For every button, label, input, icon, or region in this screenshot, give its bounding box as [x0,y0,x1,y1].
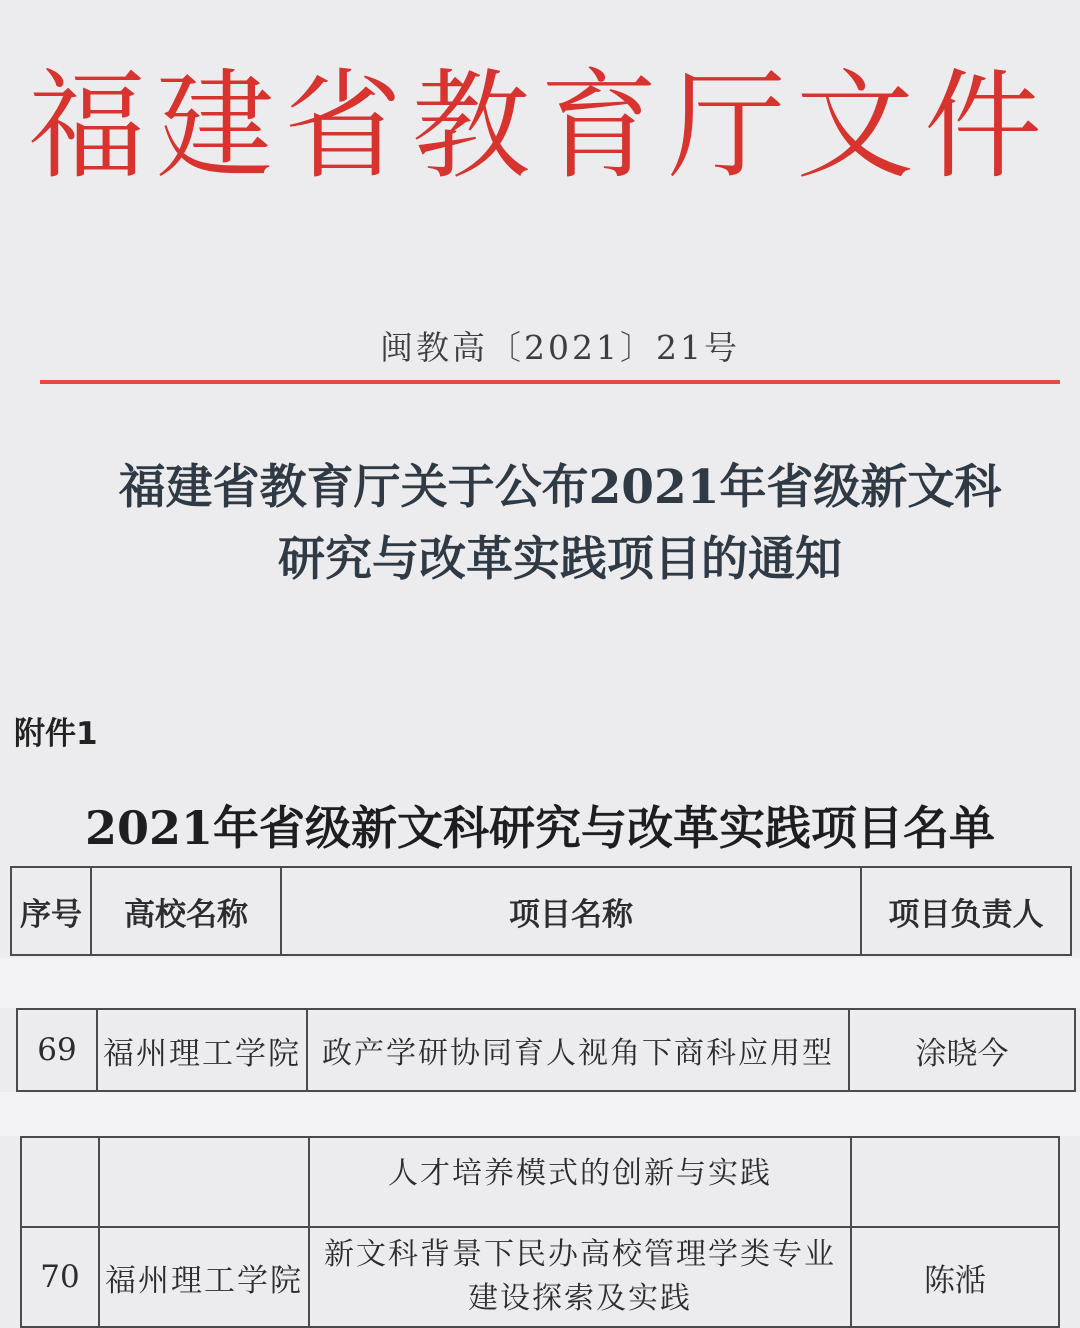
table-row [17,1009,1075,1091]
page-gap [0,958,1080,1008]
table-header [10,866,1072,956]
table-row [21,1137,1059,1227]
row-no: 69 [17,1009,97,1091]
notice-title [40,452,1080,596]
col-header-leader: 项目负责人 [861,867,1071,955]
col-header-school: 高校名称 [91,867,281,955]
list-title: 2021年省级新文科研究与改革实践项目名单 [84,801,996,855]
row-leader: 陈湉 [851,1227,1059,1327]
row-no: 70 [21,1227,99,1327]
table-segment-70 [20,1136,1060,1328]
table-header-row [11,867,1071,955]
row-project: 政产学研协同育人视角下商科应用型 [307,1009,849,1091]
row-school: 福州理工学院 [97,1009,307,1091]
red-divider [40,380,1060,384]
notice-title-line2: 研究与改革实践项目的通知 [278,532,842,587]
col-header-no: 序号 [11,867,91,955]
row-leader: 涂晓今 [849,1009,1075,1091]
row-school [99,1137,309,1227]
row-leader [851,1137,1059,1227]
office-title: 福建省教育厅文件 [27,57,1052,195]
table-row [21,1227,1059,1327]
row-project: 人才培养模式的创新与实践 [309,1137,851,1227]
notice-title-line1: 福建省教育厅关于公布2021年省级新文科 [118,460,1002,515]
row-project [309,1227,851,1327]
page-gap [0,1092,1080,1136]
row-school: 福州理工学院 [99,1227,309,1327]
row-no [21,1137,99,1227]
document-number: 闽教高〔2021〕21号 [380,328,740,367]
attachment-label: 附件1 [14,716,98,752]
row-project-line2: 建设探索及实践 [468,1281,692,1316]
row-project-line1: 新文科背景下民办高校管理学类专业 [324,1237,836,1272]
col-header-project: 项目名称 [281,867,861,955]
table-segment-69 [16,1008,1076,1092]
